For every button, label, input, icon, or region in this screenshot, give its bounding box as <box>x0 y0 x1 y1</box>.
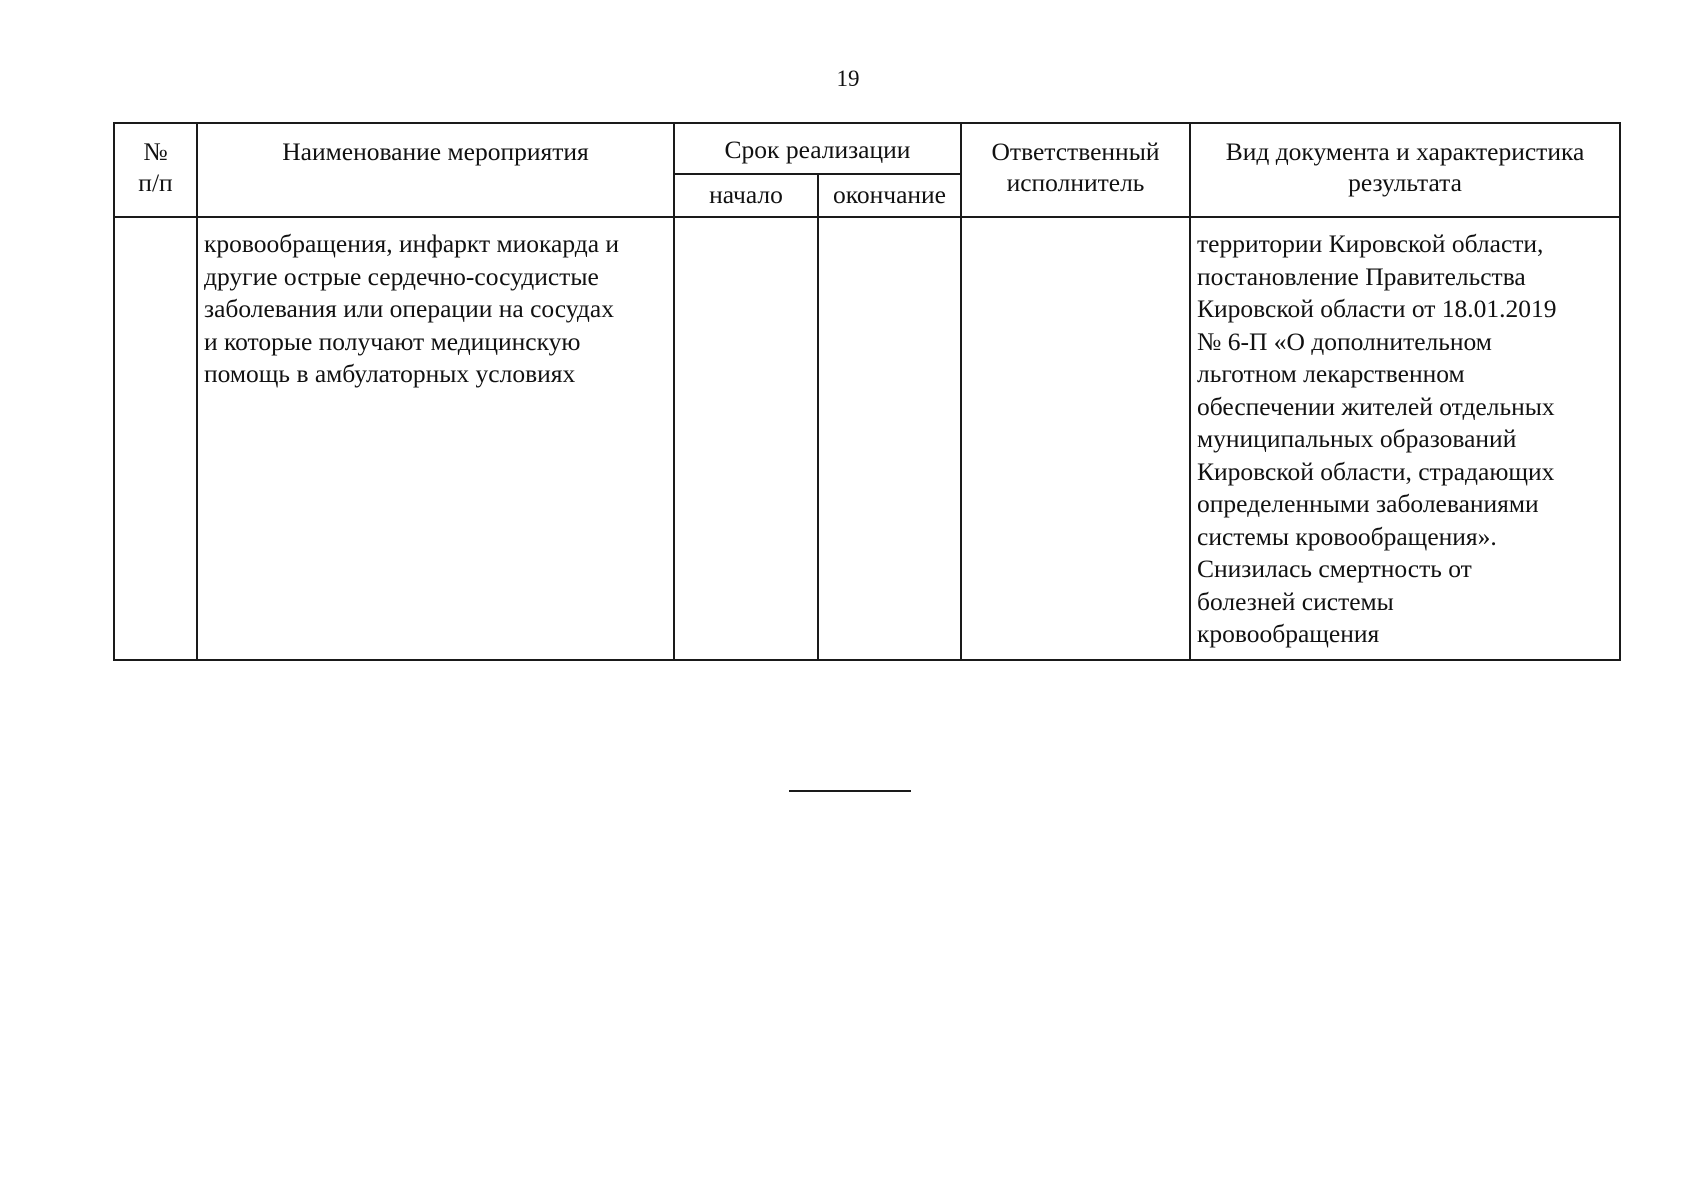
cell-number <box>114 217 197 660</box>
header-number: № п/п <box>114 123 197 217</box>
cell-responsible <box>961 217 1190 660</box>
cell-term-start <box>674 217 818 660</box>
table-header <box>114 123 1620 217</box>
cell-term-end <box>818 217 961 660</box>
page-number: 19 <box>836 66 860 91</box>
header-activity-name: Наименование мероприятия <box>197 123 674 217</box>
cell-document-result: территории Кировской области, постановление Правительства Кировской области от 18.01.2019 № 6-П «О дополнительном льготном лекарственном обеспечении жителей отдельных муниципальных образований Кировской области, страдающих определенными заболеваниями системы кровообращения». Снизилась смертность от болезней системы кровообращения <box>1190 217 1620 660</box>
cell-activity-name: кровообращения, инфаркт миокарда и другие острые сердечно-сосудистые заболевания или операции на сосудах и которые получают медицинскую помощь в амбулаторных условиях <box>197 217 674 660</box>
header-responsible: Ответственный исполнитель <box>961 123 1190 217</box>
activities-table <box>113 122 1621 661</box>
header-implementation-term: Срок реализации <box>674 123 961 174</box>
header-term-end: окончание <box>818 174 961 217</box>
end-separator-line <box>789 790 911 792</box>
header-document-result: Вид документа и характеристика результата <box>1190 123 1620 217</box>
table-row <box>114 217 1620 660</box>
header-term-start: начало <box>674 174 818 217</box>
